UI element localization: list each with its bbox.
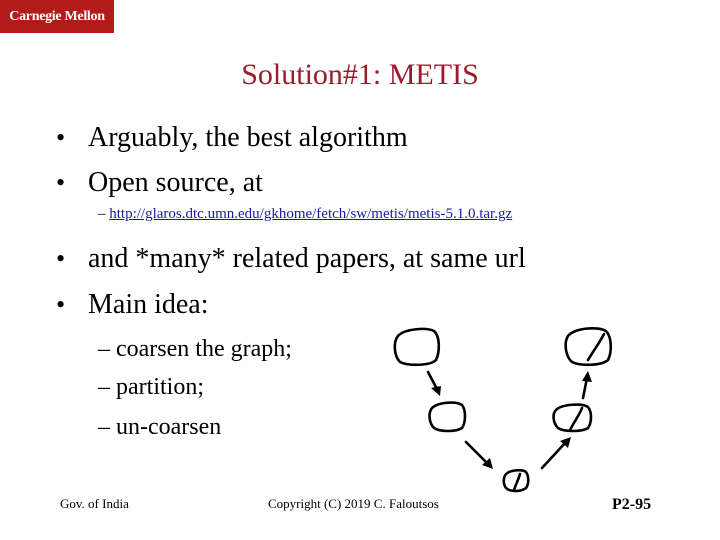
bullet-open-source (56, 167, 263, 199)
footer-left: Gov. of India (60, 496, 129, 511)
arrow-head (431, 386, 441, 396)
bullet-main-idea (56, 289, 209, 321)
step-coarsen (98, 336, 292, 363)
arrow-head (560, 437, 571, 448)
step-text: coarsen the graph; (116, 336, 292, 362)
partitioned-blob-icon (504, 470, 529, 491)
bullet-text: Open source, at (88, 167, 263, 198)
cmu-logo: Carnegie Mellon (0, 0, 114, 33)
bullet-best-algorithm (56, 122, 408, 154)
bullet-marker: • (56, 168, 66, 197)
partitioned-blob-icon (566, 328, 611, 365)
arrow-icon (583, 378, 587, 398)
bullet-related-papers (56, 243, 526, 275)
slide-title: Solution#1: METIS (241, 58, 479, 91)
metis-download-link[interactable]: http://glaros.dtc.umn.edu/gkhome/fetch/sw/metis/metis-5.1.0.tar.gz (109, 206, 513, 222)
page-number: P2-95 (612, 496, 652, 513)
bullet-text: Arguably, the best algorithm (88, 122, 408, 153)
step-uncoarsen (98, 414, 221, 441)
bullet-marker: • (56, 244, 66, 273)
blob-icon (430, 403, 465, 431)
partition-line (514, 474, 520, 490)
step-text: un-coarsen (116, 414, 222, 440)
bullet-text: and *many* related papers, at same url (88, 243, 526, 274)
arrow-icon (542, 442, 566, 468)
partition-line (570, 408, 582, 430)
dash-marker: – (98, 336, 110, 362)
step-partition (98, 374, 204, 401)
partitioned-blob-icon (554, 405, 591, 431)
dash-marker: – (98, 374, 110, 400)
partition-line (588, 334, 604, 360)
step-text: partition; (116, 374, 204, 400)
bullet-text: Main idea: (88, 289, 209, 320)
url-subitem (98, 206, 512, 223)
arrow-head (482, 458, 493, 469)
arrow-icon (428, 372, 438, 391)
blob-icon (395, 329, 439, 365)
bullet-marker: • (56, 123, 66, 152)
dash-marker: – (98, 206, 106, 222)
bullet-marker: • (56, 290, 66, 319)
dash-marker: – (98, 414, 110, 440)
footer-copyright: Copyright (C) 2019 C. Faloutsos (268, 496, 439, 511)
arrow-icon (466, 442, 488, 464)
arrow-head (582, 371, 592, 382)
